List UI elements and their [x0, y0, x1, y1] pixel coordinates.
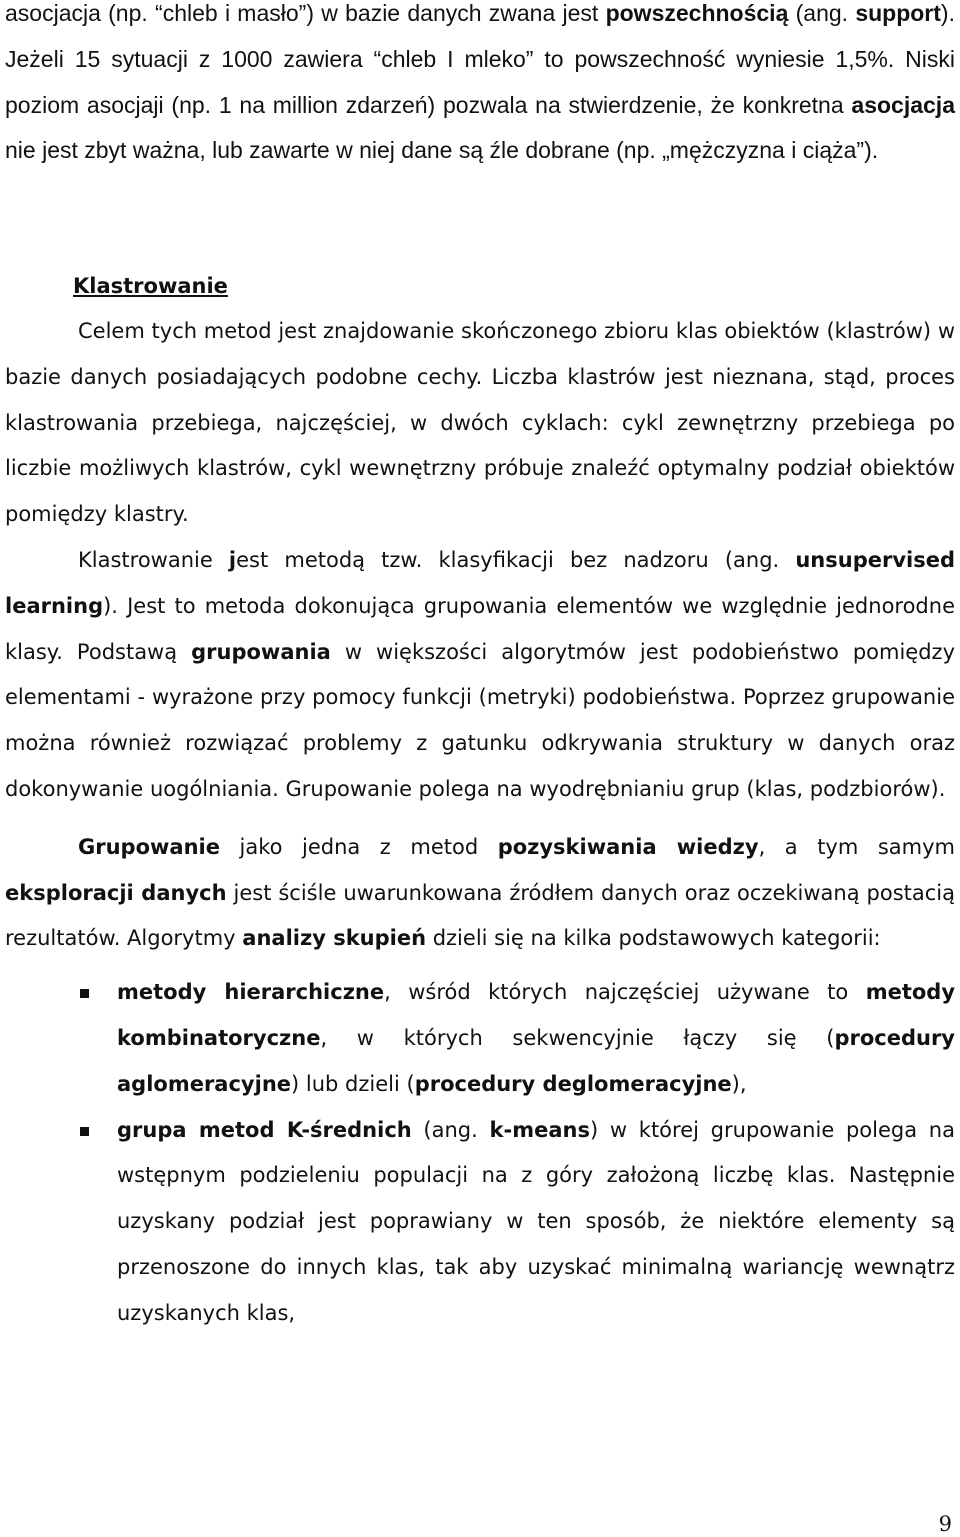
p3-bold-2: pozyskiwania wiedzy	[497, 834, 759, 859]
square-bullet-icon	[80, 1127, 89, 1136]
intro-text-1: asocjacja (np. “chleb i masło”) w bazie danych zwana jest	[5, 0, 606, 26]
page-number: 9	[938, 1512, 952, 1536]
p2-bold-1: j	[228, 547, 237, 572]
li2-text-2: ) w której grupowanie polega na wstępnym podzieleniu populacji na z góry założoną liczbę klas. Następnie uzyskany podział jest poprawiany w ten sposób, że niektóre elementy są przenoszone do innych klas, tak aby uzyskać minimalną wariancję wewnątrz uzyskanych klas,	[117, 1117, 955, 1325]
p2-bold-2: unsupervised learning	[5, 547, 956, 618]
paragraph-1: Celem tych metod jest znajdowanie skończonego zbioru klas obiektów (klastrów) w bazie danych posiadających podobne cechy. Liczba klastrów jest nieznana, stąd, proces klastrowania przebiega, najczęściej, w dwóch cyklach: cykl zewnętrzny przebiega po liczbie możliwych klastrów, cykl wewnętrzny próbuje znaleźć optymalny podział obiektów pomiędzy klastry.	[5, 319, 955, 527]
p2-text-4: w większości algorytmów jest podobieństwo pomiędzy elementami - wyrażone przy pomocy funkcji (metryki) podobieństwa. Poprzez grupowanie można również rozwiązać problemy z gatunku odkrywania struktury w danych oraz dokonywanie uogólniania. Grupowanie polega na wyodrębnianiu grup (klas, podzbiorów).	[5, 639, 955, 801]
p2-bold-3: grupowania	[191, 639, 331, 664]
section-heading: Klastrowanie	[73, 274, 228, 298]
document-page	[5, 0, 955, 183]
p2-text-2: est metodą tzw. klasyfikacji bez nadzoru (ang.	[236, 547, 796, 572]
p3-text-2: , a tym samym	[758, 834, 955, 859]
li1-text-2: , w których sekwencyjnie łączy się (	[320, 1025, 835, 1050]
intro-paragraph	[5, 0, 955, 174]
li2-bold-1: grupa metod K-średnich	[117, 1117, 412, 1142]
category-list	[5, 970, 955, 1336]
li1-text-1: , wśród których najczęściej używane to	[384, 980, 866, 1005]
intro-text-2: (ang.	[788, 0, 856, 26]
intro-bold-3: asocjacja	[851, 91, 955, 118]
list-item	[5, 1108, 955, 1337]
p3-text-4: dzieli się na kilka podstawowych kategorii:	[426, 926, 881, 951]
intro-bold-2: support	[855, 0, 941, 26]
p3-bold-4: analizy skupień	[242, 926, 427, 951]
li1-bold-3: procedury aglomeracyjne	[117, 1025, 955, 1096]
paragraph-3	[5, 825, 955, 962]
list-item	[5, 970, 955, 1107]
p2-text-1: Klastrowanie	[78, 547, 229, 572]
li1-bold-4: procedury deglomeracyjne	[414, 1071, 732, 1096]
li2-text-1: (ang.	[411, 1117, 490, 1142]
li1-bold-1: metody hierarchiczne	[117, 980, 385, 1005]
li2-bold-2: k-means	[489, 1117, 590, 1142]
p3-bold-1: Grupowanie	[78, 834, 220, 859]
li1-bold-2: metody kombinatoryczne	[117, 980, 956, 1050]
intro-text-4: nie jest zbyt ważna, lub zawarte w niej dane są źle dobrane (np. „mężczyzna i ciąża”).	[5, 137, 879, 164]
p3-bold-3: eksploracji danych	[5, 880, 227, 905]
li1-text-3: ) lub dzieli (	[291, 1071, 415, 1096]
intro-bold-1: powszechnością	[605, 0, 789, 26]
p2-text-3: ). Jest to metoda dokonująca grupowania elementów we względnie jednorodne klasy. Podstawą	[5, 593, 955, 664]
square-bullet-icon	[80, 989, 89, 998]
p3-text-1: jako jedna z metod	[219, 834, 498, 859]
paragraph-2	[5, 538, 955, 813]
clustering-section	[5, 309, 955, 1337]
p3-text-3: jest ściśle uwarunkowana źródłem danych oraz oczekiwaną postacią rezultatów. Algorytmy	[5, 880, 955, 951]
li1-text-4: ),	[731, 1071, 747, 1096]
intro-text-3: ). Jeżeli 15 sytuacji z 1000 zawiera “chleb I mleko” to powszechność wyniesie 1,5%. Niski poziom asocjaji (np. 1 na million zdarzeń) pozwala na stwierdzenie, że konkretna	[5, 0, 955, 118]
